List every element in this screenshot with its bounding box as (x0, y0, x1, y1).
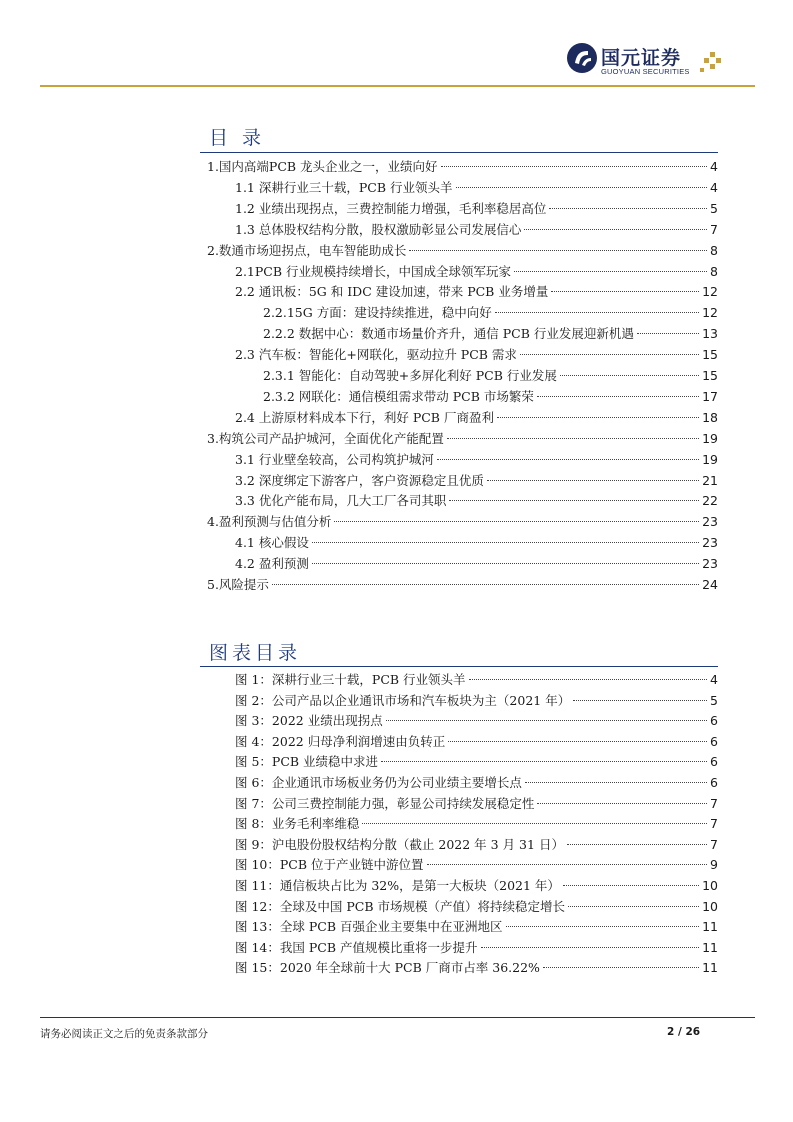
figure-entry-title: 图 10：PCB 位于产业链中游位置 (235, 857, 424, 873)
figure-entry-title: 图 2：公司产品以企业通讯市场和汽车板块为主（2021 年） (235, 692, 571, 708)
figure-entry[interactable] (235, 814, 718, 834)
toc-entry-title: 2.3 汽车板：智能化+网联化，驱动拉升 PCB 需求 (235, 347, 517, 363)
figure-entry-page: 6 (710, 733, 718, 749)
toc-entry-page: 15 (702, 368, 718, 383)
figure-entry-title: 图 6：企业通讯市场板业务仍为公司业绩主要增长点 (235, 775, 522, 790)
toc-entry-title: 2.数通市场迎拐点，电车智能助成长 (207, 242, 407, 258)
toc-title: 目 录 (209, 127, 266, 149)
figure-entry-leader (481, 947, 700, 948)
toc-entry[interactable] (207, 575, 718, 595)
toc-entry-title: 3.3 优化产能布局，几大工厂各司其职 (235, 493, 447, 509)
toc-entry[interactable] (235, 262, 718, 282)
toc-entry-page: 17 (702, 388, 718, 404)
figure-entry-leader (427, 864, 708, 865)
toc-entry-leader (537, 396, 699, 397)
toc-entry[interactable] (235, 408, 718, 428)
figure-entry-page: 6 (710, 775, 718, 790)
toc-entry-page: 5 (710, 200, 718, 216)
toc-entry-leader (409, 250, 707, 251)
figure-entry[interactable] (235, 938, 718, 958)
figure-entry-leader (573, 700, 707, 701)
toc-entry-title: 1.国内高端PCB 龙头企业之一，业绩向好 (207, 159, 438, 174)
figure-entry[interactable] (235, 958, 718, 978)
header-rule (40, 85, 755, 87)
toc-entry-leader (551, 291, 699, 292)
toc-entry-title: 4.2 盈利预测 (235, 556, 309, 572)
figure-entry[interactable] (235, 855, 718, 875)
toc-entry-leader (549, 208, 707, 209)
footer-rule (40, 1017, 755, 1018)
toc-entry-title: 3.构筑公司产品护城河，全面优化产能配置 (207, 430, 444, 446)
toc-entry[interactable] (235, 533, 718, 553)
toc-entry-title: 2.3.1 智能化：自动驾驶+多屏化利好 PCB 行业发展 (263, 368, 557, 383)
figure-entry-title: 图 7：公司三费控制能力强，彰显公司持续发展稳定性 (235, 795, 535, 811)
figure-entry-leader (537, 803, 707, 804)
figure-entry[interactable] (235, 794, 718, 814)
toc-entry-leader (447, 438, 699, 439)
figure-entry-title: 图 9：沪电股份股权结构分散（截止 2022 年 3 月 31 日） (235, 836, 564, 852)
figure-entry[interactable] (235, 670, 718, 690)
figure-entry-title: 图 12：全球及中国 PCB 市场规模（产值）将持续稳定增长 (235, 898, 565, 914)
figure-entry[interactable] (235, 876, 718, 896)
figure-entry-leader (568, 906, 699, 907)
figure-entry-page: 6 (710, 713, 718, 729)
logo-name-en: GUOYUAN SECURITIES (601, 67, 690, 76)
toc-entry[interactable] (235, 491, 718, 511)
toc-entry[interactable] (235, 450, 718, 470)
toc-entry[interactable] (207, 157, 718, 177)
toc-entry[interactable] (207, 241, 718, 261)
toc-entry[interactable] (207, 512, 718, 532)
figure-entry-leader (381, 761, 707, 762)
toc-entry[interactable] (263, 366, 718, 386)
figure-entry-leader (386, 720, 707, 721)
figure-entry-title: 图 5：PCB 业绩稳中求进 (235, 754, 379, 770)
toc-entry-page: 15 (702, 347, 718, 363)
toc-entry-title: 2.2 通讯板：5G 和 IDC 建设加速，带来 PCB 业务增量 (235, 284, 549, 300)
toc-entry[interactable] (235, 199, 718, 219)
toc-entry[interactable] (263, 387, 718, 407)
toc-entry-leader (520, 354, 699, 355)
toc-entry-page: 8 (710, 242, 718, 258)
toc-entry-title: 2.2.2 数据中心：数通市场量价齐升，通信 PCB 行业发展迎新机遇 (263, 326, 634, 342)
toc-entry[interactable] (235, 345, 718, 365)
figure-entry-page: 7 (710, 836, 718, 852)
figure-entry[interactable] (235, 711, 718, 731)
toc-entry-title: 2.3.2 网联化：通信模组需求带动 PCB 市场繁荣 (263, 388, 534, 404)
figure-entry-page: 10 (702, 898, 718, 914)
toc-entry[interactable] (235, 178, 718, 198)
toc-entry-title: 2.2.15G 方面：建设持续推进，稳中向好 (263, 305, 492, 321)
toc-entry-page: 19 (702, 430, 718, 446)
toc-entry-leader (560, 375, 699, 376)
toc-entry-title: 4.1 核心假设 (235, 535, 309, 551)
toc-entry-leader (524, 229, 707, 230)
toc-entry[interactable] (207, 429, 718, 449)
figure-entry[interactable] (235, 732, 718, 752)
toc-entry-page: 13 (702, 326, 718, 342)
figure-entry-leader (543, 967, 699, 968)
toc-entry-leader (487, 480, 699, 481)
toc-entry-page: 12 (702, 305, 718, 321)
figure-entry-leader (362, 823, 707, 824)
logo-mark-icon (566, 42, 598, 74)
figure-entry-title: 图 13：全球 PCB 百强企业主要集中在亚洲地区 (235, 919, 503, 935)
toc-entry-leader (441, 166, 707, 167)
figure-entry[interactable] (235, 752, 718, 772)
toc-entry-leader (637, 333, 699, 334)
toc-entry-leader (312, 563, 699, 564)
toc-entry-leader (449, 500, 699, 501)
figure-entry-title: 图 4：2022 归母净利润增速由负转正 (235, 733, 446, 749)
figure-entry-title: 图 14：我国 PCB 产值规模比重将一步提升 (235, 939, 478, 955)
toc-entry-page: 23 (702, 514, 718, 530)
disclaimer-note: 请务必阅读正文之后的免责条款部分 (40, 1028, 208, 1040)
toc-entry-leader (495, 312, 699, 313)
figure-entry-page: 10 (702, 878, 718, 893)
toc-entry[interactable] (235, 282, 718, 302)
toc-entry-page: 24 (702, 577, 718, 592)
toc-entry-page: 12 (702, 284, 718, 300)
toc-entry-title: 2.4 上游原材料成本下行，利好 PCB 厂商盈利 (235, 409, 494, 425)
figure-entry-page: 7 (710, 795, 718, 811)
toc-entry-leader (334, 521, 699, 522)
figure-entry[interactable] (235, 897, 718, 917)
figure-entry-page: 11 (702, 919, 718, 935)
toc-entry-title: 5.风险提示 (207, 577, 269, 592)
company-logo (566, 42, 726, 82)
toc-entry-page: 4 (710, 179, 718, 195)
toc-entry-title: 1.2 业绩出现拐点，三费控制能力增强，毛利率稳居高位 (235, 200, 547, 216)
figure-entry-page: 11 (702, 960, 718, 976)
figure-entry-leader (567, 844, 707, 845)
toc-entry-title: 1.1 深耕行业三十载，PCB 行业领头羊 (235, 179, 453, 195)
figure-entry-page: 7 (710, 816, 718, 832)
figure-entry[interactable] (235, 835, 718, 855)
figure-entry-title: 图 8：业务毛利率维稳 (235, 816, 360, 832)
toc-entry-page: 23 (702, 535, 718, 551)
toc-entry-page: 23 (702, 556, 718, 572)
toc-entry-leader (514, 271, 707, 272)
figure-entry-leader (563, 885, 699, 886)
toc-entry[interactable] (235, 554, 718, 574)
figure-entry[interactable] (235, 917, 718, 937)
figure-entry[interactable] (235, 691, 718, 711)
toc-entry-leader (437, 459, 699, 460)
figure-entry-page: 4 (710, 672, 718, 687)
toc-entry-title: 3.2 深度绑定下游客户，客户资源稳定且优质 (235, 472, 484, 488)
toc-entry-leader (497, 417, 699, 418)
toc-entry-title: 3.1 行业壁垒较高，公司构筑护城河 (235, 451, 434, 467)
figure-entry-page: 5 (710, 692, 718, 708)
toc-title-rule (200, 152, 718, 153)
figure-entry-page: 6 (710, 754, 718, 770)
figure-entry-leader (448, 741, 707, 742)
figure-entry-title: 图 15：2020 年全球前十大 PCB 厂商市占率 36.22% (235, 960, 540, 976)
logo-name-cn: 国元证券 (601, 47, 682, 69)
toc-entry-page: 21 (702, 472, 718, 488)
figure-entry-leader (506, 926, 700, 927)
toc-entry-page: 7 (710, 221, 718, 237)
toc-entry-page: 8 (710, 263, 718, 279)
figure-entry-page: 9 (710, 857, 718, 873)
figure-entry-leader (525, 782, 707, 783)
toc-entry-title: 1.3 总体股权结构分散，股权激励彰显公司发展信心 (235, 221, 522, 237)
toc-entry-page: 4 (710, 159, 718, 174)
toc-entry-page: 19 (702, 451, 718, 467)
toc-entry[interactable] (263, 324, 718, 344)
figures-title-rule (200, 666, 718, 667)
toc-entry[interactable] (263, 303, 718, 323)
figure-entry-page: 11 (702, 939, 718, 955)
page-number: 2 / 26 (667, 1026, 701, 1038)
figure-entry-title: 图 3：2022 业绩出现拐点 (235, 713, 383, 729)
toc-entry-leader (456, 187, 708, 188)
toc-entry-leader (312, 542, 699, 543)
figures-title: 图表目录 (209, 642, 302, 664)
logo-dots-icon (698, 50, 724, 76)
figure-entry-title: 图 11：通信板块占比为 32%，是第一大板块（2021 年） (235, 878, 560, 893)
figure-entry[interactable] (235, 773, 718, 793)
toc-entry-leader (272, 584, 699, 585)
toc-entry-title: 4.盈利预测与估值分析 (207, 514, 332, 530)
toc-entry[interactable] (235, 220, 718, 240)
figure-entry-leader (469, 679, 707, 680)
toc-entry-title: 2.1PCB 行业规模持续增长，中国成全球领军玩家 (235, 263, 512, 279)
toc-entry-page: 22 (702, 493, 718, 509)
toc-entry[interactable] (235, 471, 718, 491)
figure-entry-title: 图 1：深耕行业三十载，PCB 行业领头羊 (235, 672, 466, 687)
toc-entry-page: 18 (702, 409, 718, 425)
